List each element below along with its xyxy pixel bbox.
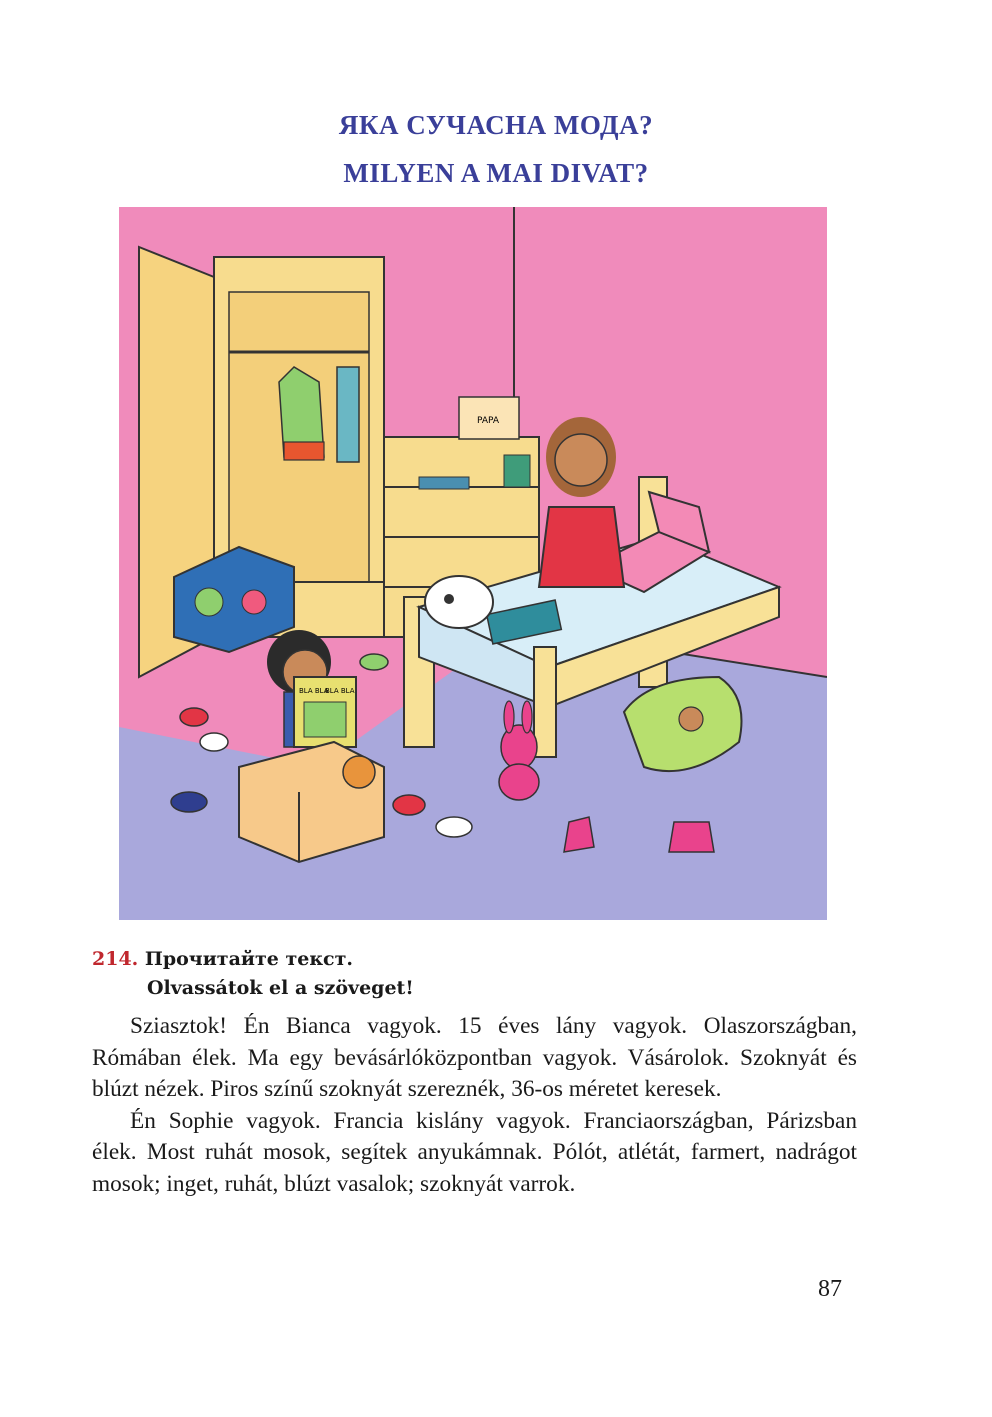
exercise-heading [92,945,414,1003]
cardboard-box-shelf [459,397,519,439]
picture-book [294,677,356,747]
book-label-1: BLA BLA [299,687,329,695]
exercise-number: 214. [92,948,139,970]
paragraph-bianca: Sziasztok! Én Bianca vagyok. 15 éves lány vagyok. Olaszországban, Rómában élek. Ma egy bevásárlóközpontban vagyok. Vásárolok. Szoknyát és blúzt nézek. Piros színű szoknyát szereznék, 36-os méretet keresek. [92,1013,857,1102]
book-label-2: BLA BLA [325,687,355,695]
book-standing [504,455,530,487]
reading-text [92,1011,857,1200]
page-number: 87 [818,1276,842,1302]
white-dog-toy [425,576,493,628]
exercise-instruction-hungarian: Olvassátok el a szöveget! [147,977,414,999]
paragraph-sophie: Én Sophie vagyok. Francia kislány vagyok. Franciaországban, Párizsban élek. Most ruhát mosok, segítek anyukámnak. Pólót, atlétát, farmert, nadrágot mosok; inget, ruhát, blúzt vasalok; szoknyát varrok. [92,1107,857,1197]
box-label: PAPA [477,416,500,426]
hanging-dresses [279,367,359,462]
books-on-shelf [419,477,469,489]
bedroom-illustration [119,207,827,920]
page-title-ukrainian: ЯКА СУЧАСНА МОДА? [338,110,654,140]
page-title-hungarian: MILYEN A MAI DIVAT? [343,158,649,188]
exercise-instruction-ukrainian: Прочитайте текст. [144,948,353,970]
